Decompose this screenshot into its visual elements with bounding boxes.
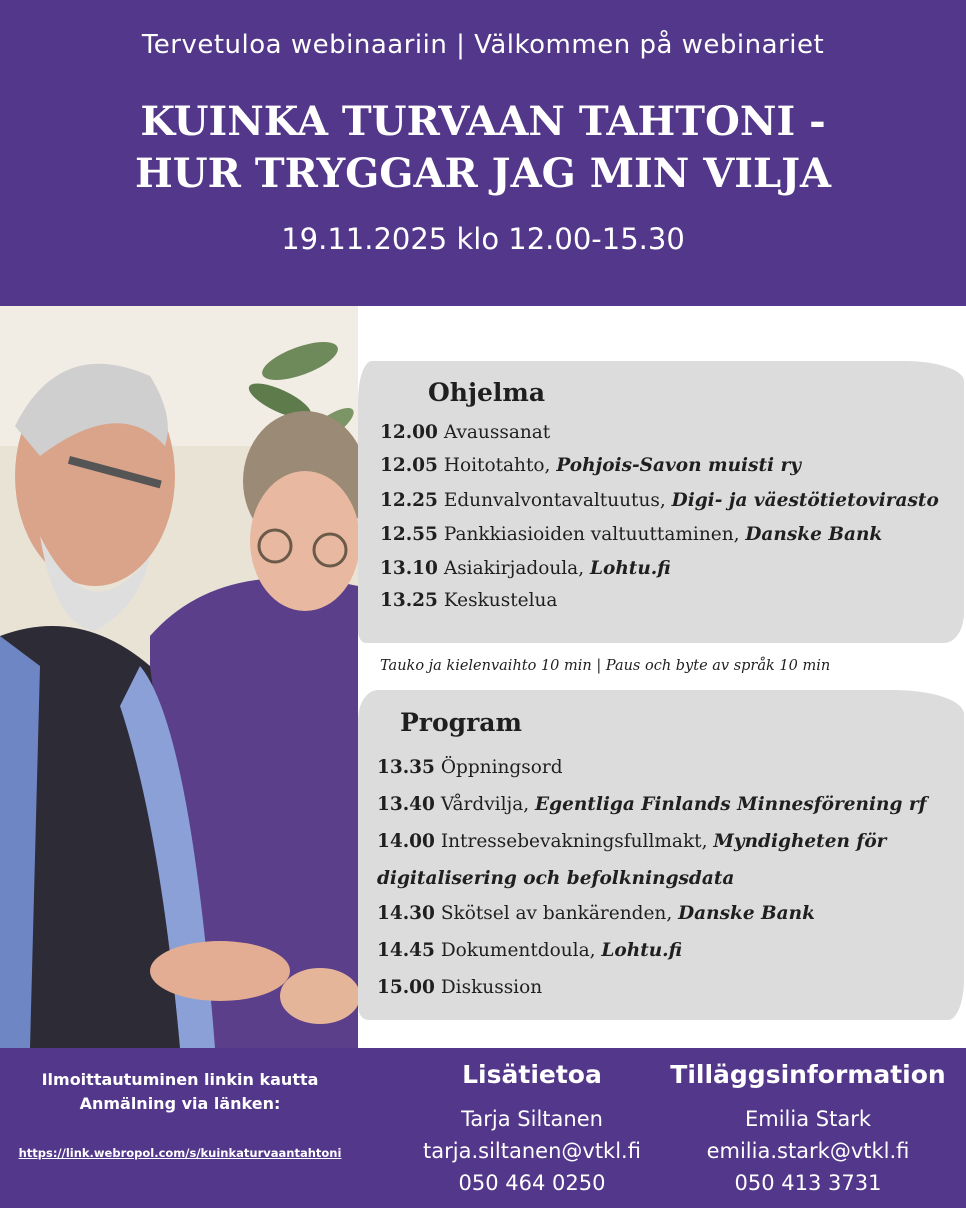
info-heading-fi: Lisätietoa: [462, 1060, 602, 1089]
registration-line-fi: Ilmoittautuminen linkin kautta: [41, 1070, 319, 1089]
contact-email-sv[interactable]: emilia.stark@vtkl.fi: [706, 1139, 910, 1163]
list-item: 12.05 Hoitotahto, Pohjois-Savon muisti ry: [380, 455, 801, 476]
list-item: 14.00 Intressebevakningsfullmakt, Myndigheten för: [377, 831, 887, 852]
list-item: 13.10 Asiakirjadoula, Lohtu.fi: [380, 558, 671, 579]
couple-photo: [0, 306, 358, 1048]
info-heading-sv: Tilläggsinformation: [670, 1060, 946, 1089]
list-item: 12.25 Edunvalvontavaltuutus, Digi- ja väestötietovirasto: [380, 490, 939, 511]
ohjelma-heading: Ohjelma: [428, 378, 546, 407]
registration-link[interactable]: https://link.webropol.com/s/kuinkaturvaantahtoni: [18, 1146, 342, 1160]
list-item: 12.55 Pankkiasioiden valtuuttaminen, Danske Bank: [380, 524, 883, 545]
program-heading: Program: [400, 708, 522, 737]
registration-line-sv: Anmälning via länken:: [79, 1094, 281, 1113]
brush-stroke-sv: [358, 690, 964, 1020]
list-item: 12.00 Avaussanat: [380, 422, 551, 443]
header-banner: [0, 0, 966, 306]
list-item: 13.40 Vårdvilja, Egentliga Finlands Minnesförening rf: [377, 794, 927, 815]
welcome-text: Tervetuloa webinaariin | Välkommen på webinariet: [141, 30, 825, 60]
contact-phone-sv[interactable]: 050 413 3731: [734, 1171, 882, 1195]
list-item: 13.25 Keskustelua: [380, 590, 558, 611]
event-title: [0, 96, 966, 200]
list-item: 14.30 Skötsel av bankärenden, Danske Bank: [377, 903, 815, 924]
event-date: 19.11.2025 klo 12.00-15.30: [281, 222, 685, 256]
list-item: 14.45 Dokumentdoula, Lohtu.fi: [377, 940, 683, 961]
contact-info-sv: [660, 1060, 956, 1199]
list-item-continuation: digitalisering och befolkningsdata: [377, 868, 735, 889]
list-item: 13.35 Öppningsord: [377, 757, 563, 778]
contact-name-sv: Emilia Stark: [745, 1107, 871, 1131]
list-item: 15.00 Diskussion: [377, 977, 543, 998]
program-panel: [358, 306, 966, 1048]
couple-photo-illustration: [0, 306, 358, 1048]
pause-note: Tauko ja kielenvaihto 10 min | Paus och byte av språk 10 min: [380, 658, 831, 674]
footer-banner: [0, 1048, 966, 1208]
contact-phone-fi[interactable]: 050 464 0250: [458, 1171, 606, 1195]
title-line-2: HUR TRYGGAR JAG MIN VILJA: [134, 150, 832, 197]
title-line-1: KUINKA TURVAAN TAHTONI -: [140, 98, 826, 145]
contact-info-fi: [412, 1060, 652, 1199]
contact-name-fi: Tarja Siltanen: [461, 1107, 603, 1131]
contact-email-fi[interactable]: tarja.siltanen@vtkl.fi: [423, 1139, 641, 1163]
registration-text: [0, 1068, 360, 1116]
